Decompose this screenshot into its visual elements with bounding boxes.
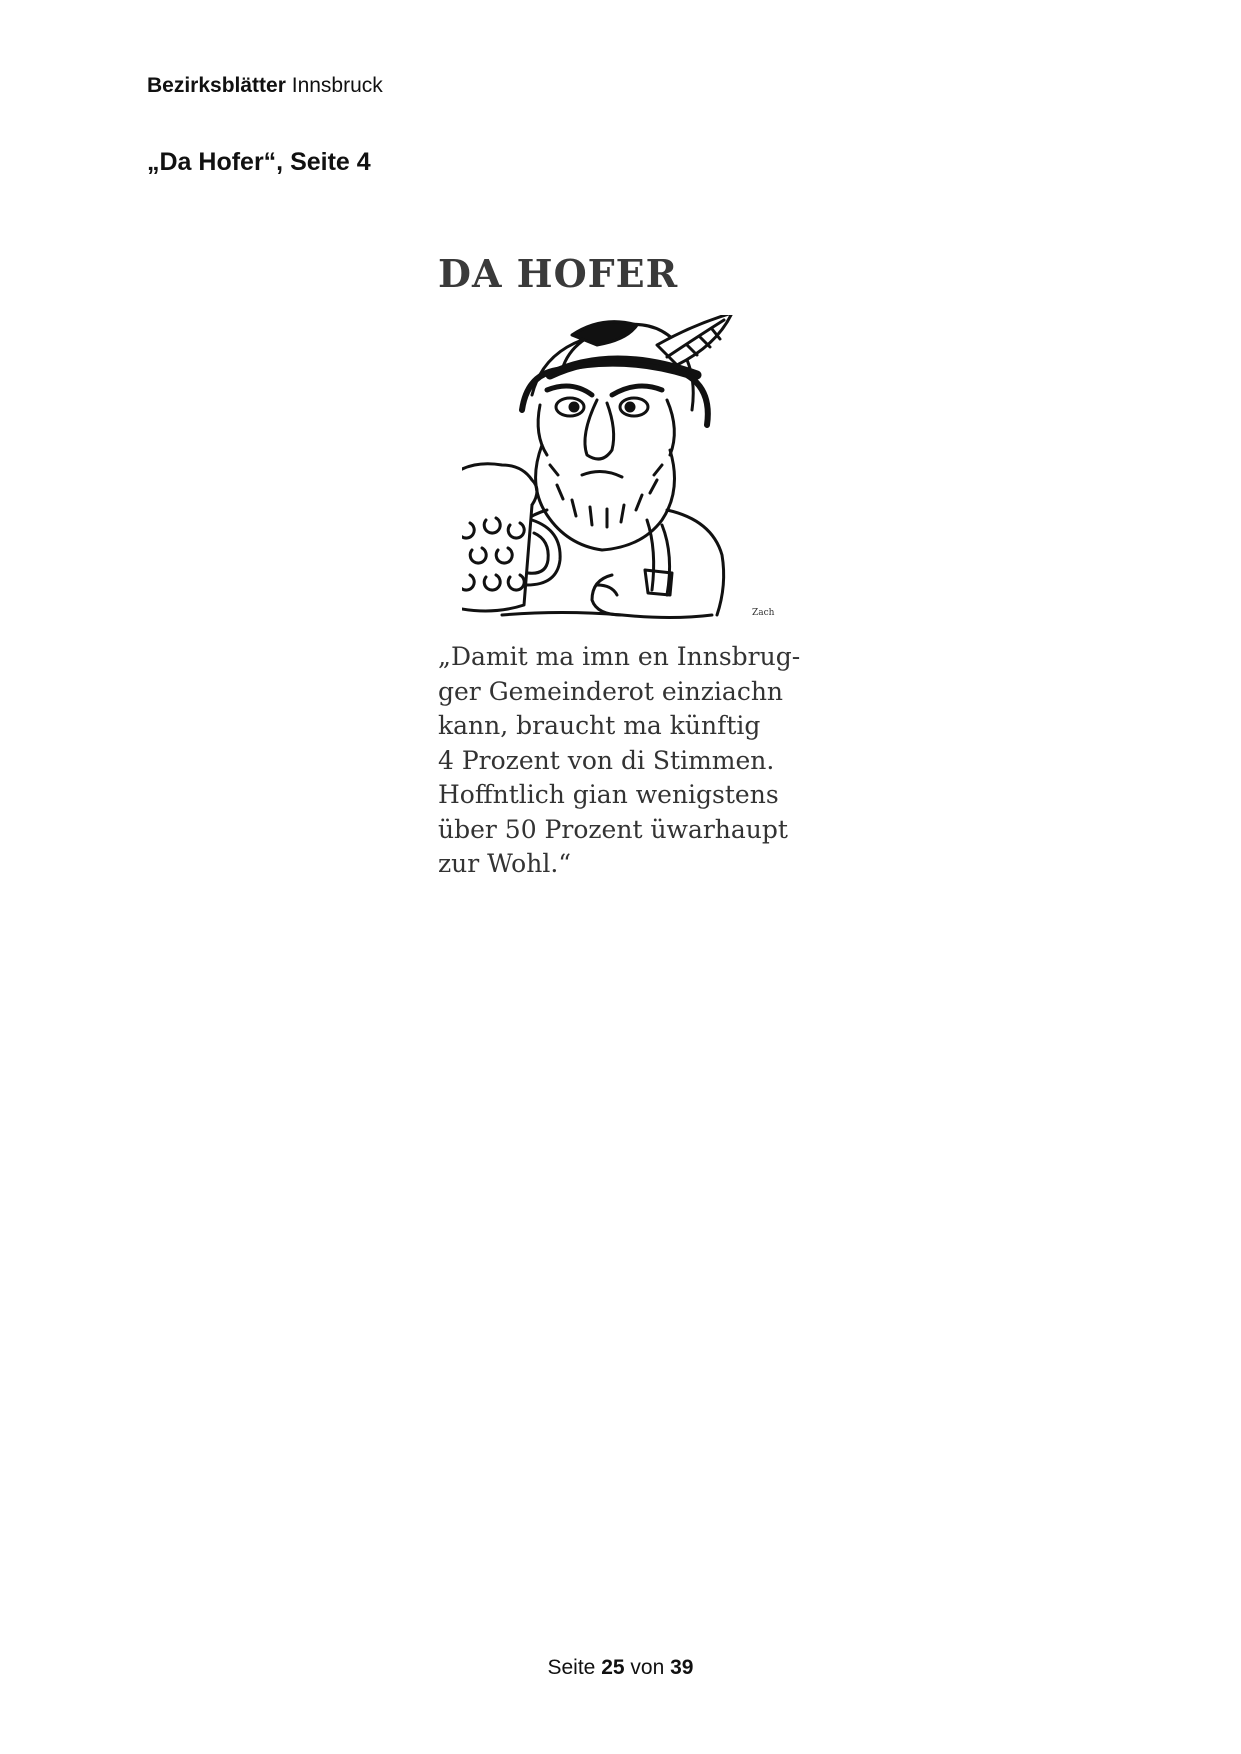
quote-line: zur Wohl.“: [438, 849, 572, 878]
quote-line: Hoffntlich gian wenigstens: [438, 780, 779, 809]
source-title: „Da Hofer“, Seite 4: [147, 148, 371, 176]
page-label: Seite: [547, 1656, 596, 1679]
page-footer: [0, 1656, 1241, 1680]
clipping-quote: [438, 640, 828, 882]
page-total: 39: [670, 1656, 694, 1679]
running-header: [147, 74, 383, 98]
quote-line: kann, braucht ma künftig: [438, 711, 761, 740]
clipping-heading: DA HOFER: [438, 251, 679, 296]
quote-line: ger Gemeinderot einziachn: [438, 676, 784, 706]
cartoon-illustration: [462, 315, 807, 630]
quote-line: über 50 Prozent üwarhaupt: [438, 814, 788, 844]
of-label: von: [630, 1656, 665, 1679]
quote-line: „Damit ma imn en Innsbrug-: [438, 642, 801, 671]
quote-line: 4 Prozent von di Stimmen.: [438, 745, 775, 775]
page-number: 25: [601, 1656, 625, 1679]
publication-name: Bezirksblätter: [147, 74, 286, 97]
newspaper-clipping: [438, 251, 838, 296]
cartoon-signature: Zach: [752, 608, 775, 618]
edition-name: Innsbruck: [291, 74, 383, 97]
